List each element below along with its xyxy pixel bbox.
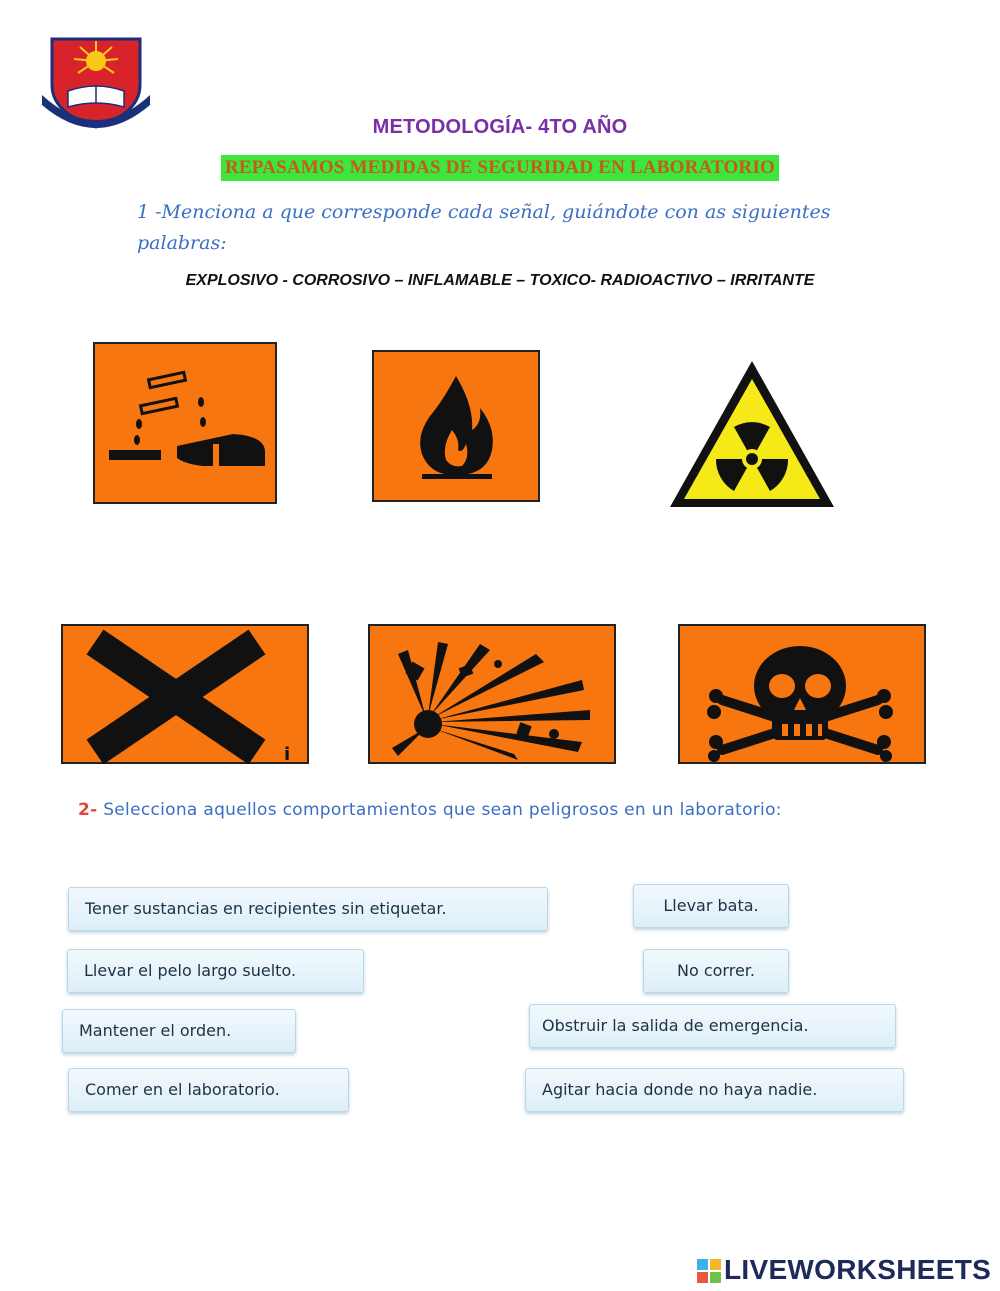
option-keep-order[interactable]: Mantener el orden. (62, 1009, 296, 1053)
option-wear-lab-coat[interactable]: Llevar bata. (633, 884, 789, 928)
brand-name: LIVEWORKSHEETS (724, 1254, 992, 1285)
option-loose-long-hair[interactable]: Llevar el pelo largo suelto. (67, 949, 364, 993)
question-1-prompt: 1 -Menciona a que corresponde cada señal, guiándote con as siguientes palabras: (137, 201, 831, 254)
question-2-number: 2- (78, 800, 98, 820)
liveworksheets-brand (697, 1253, 997, 1287)
option-shake-away-from-people[interactable]: Agitar hacia donde no haya nadie. (525, 1068, 904, 1112)
option-block-emergency-exit[interactable]: Obstruir la salida de emergencia. (529, 1004, 896, 1048)
radioactive-icon (666, 357, 838, 512)
word-bank: EXPLOSIVO - CORROSIVO – INFLAMABLE – TOXICO- RADIOACTIVO – IRRITANTE (185, 272, 815, 289)
toxic-icon (678, 624, 926, 764)
irritant-mark: i (284, 744, 291, 764)
explosive-icon (368, 624, 616, 764)
page-title: METODOLOGÍA- 4TO AÑO (372, 116, 628, 138)
question-2-text: Selecciona aquellos comportamientos que sean peligrosos en un laboratorio: (103, 800, 782, 820)
option-unlabeled-containers[interactable]: Tener sustancias en recipientes sin etiquetar. (68, 887, 548, 931)
option-eat-in-lab[interactable]: Comer en el laboratorio. (68, 1068, 349, 1112)
question-2-prompt (78, 800, 782, 820)
irritant-icon (61, 624, 309, 764)
flammable-icon (372, 350, 540, 502)
page-subtitle: REPASAMOS MEDIDAS DE SEGURIDAD EN LABORATORIO (221, 155, 779, 181)
option-no-running[interactable]: No correr. (643, 949, 789, 993)
liveworksheets-logo-icon (697, 1259, 721, 1283)
subtitle-container (0, 155, 1000, 181)
corrosive-icon (93, 342, 277, 504)
